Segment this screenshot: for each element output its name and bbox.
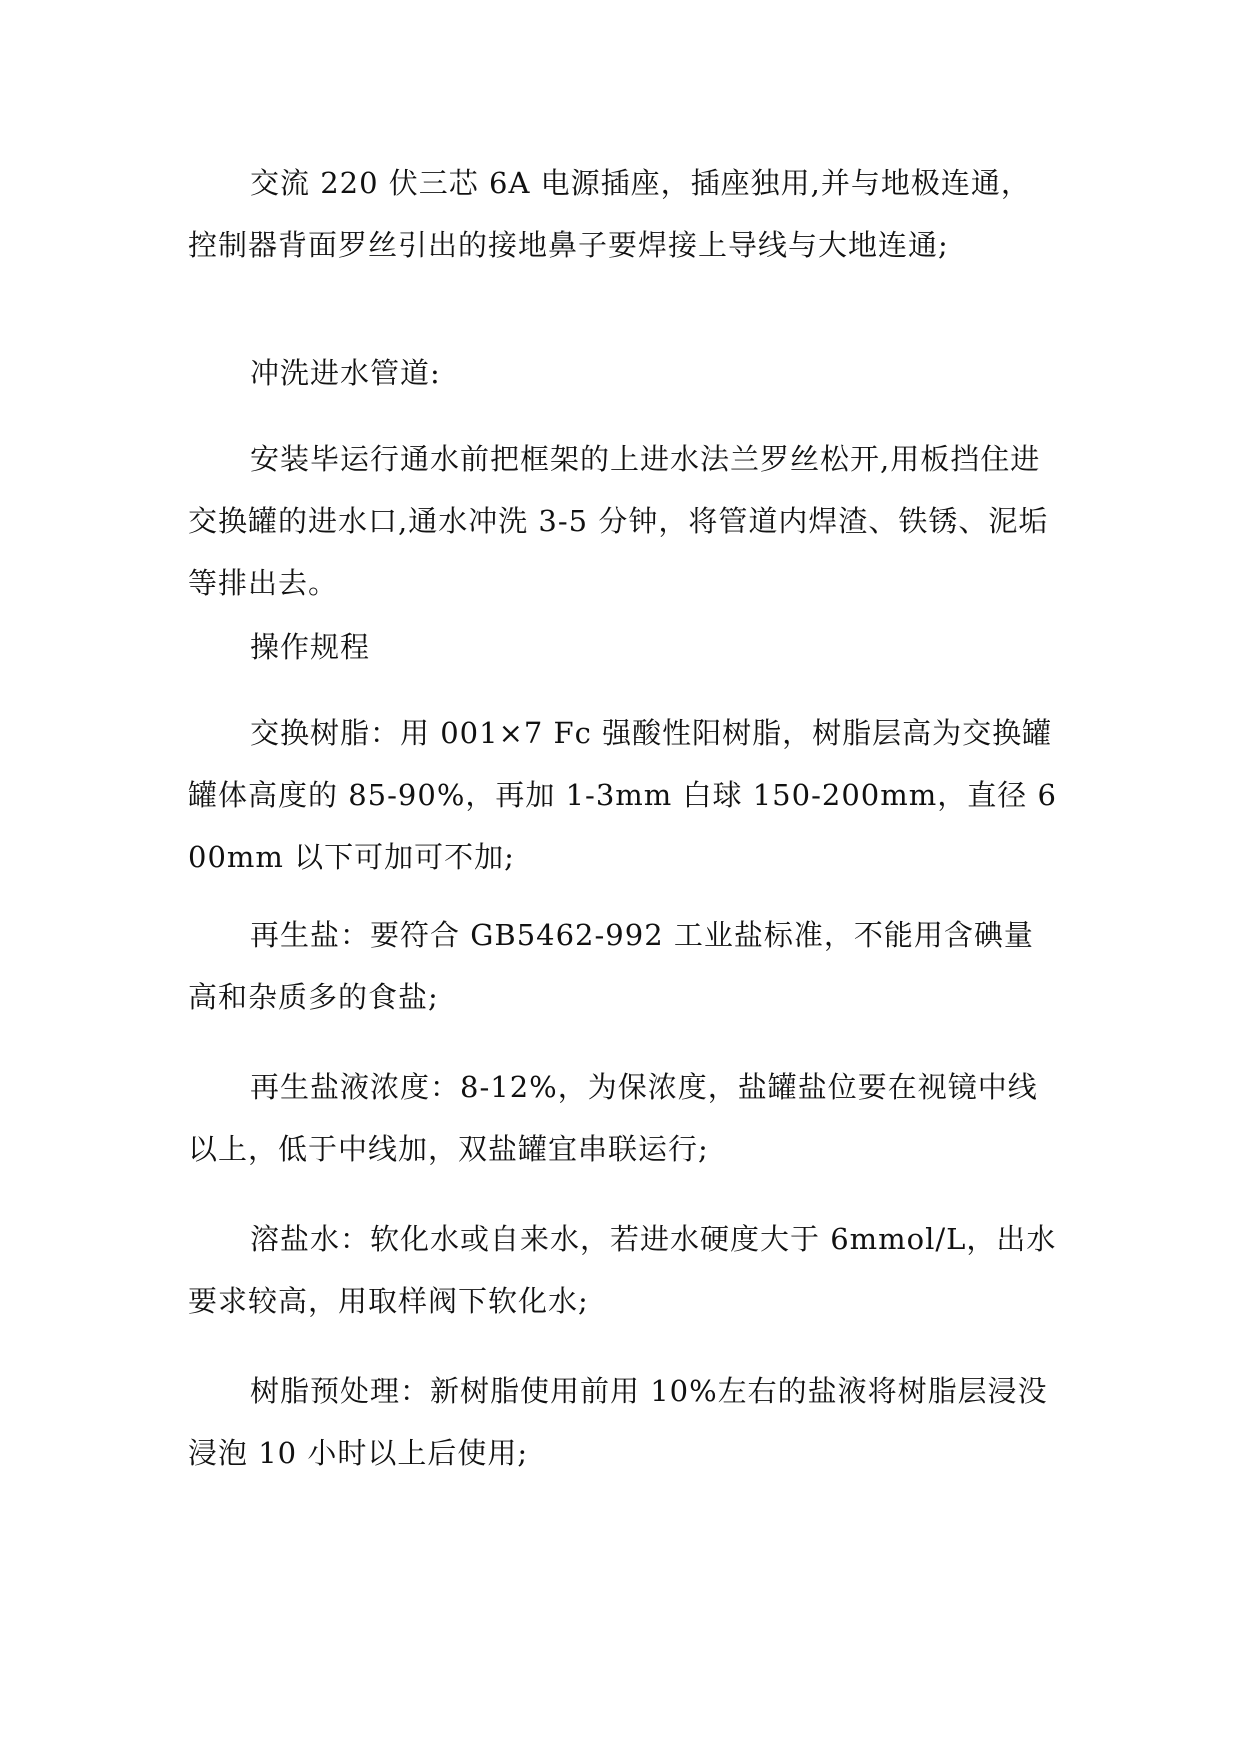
paragraph-flush-procedure: 安装毕运行通水前把框架的上进水法兰罗丝松开,用板挡住进交换罐的进水口,通水冲洗 3-5 分钟，将管道内焊渣、铁锈、泥垢等排出去。: [188, 442, 1049, 600]
paragraph-exchange-resin: 交换树脂：用 001×7 Fc 强酸性阳树脂，树脂层高为交换罐罐体高度的 85-90%，再加 1-3mm 白球 150-200mm，直径 600mm 以下可加可不加;: [188, 716, 1057, 874]
paragraph-power-socket: 交流 220 伏三芯 6A 电源插座，插座独用,并与地极连通，控制器背面罗丝引出的接地鼻子要焊接上导线与大地连通;: [188, 166, 1031, 262]
paragraph-flush-heading: 冲洗进水管道:: [250, 356, 441, 390]
paragraph-regeneration-salt: 再生盐：要符合 GB5462-992 工业盐标准，不能用含碘量高和杂质多的食盐;: [188, 918, 1034, 1014]
paragraph-resin-pretreatment: 树脂预处理：新树脂使用前用 10%左右的盐液将树脂层浸没浸泡 10 小时以上后使用;: [188, 1374, 1048, 1470]
section-heading-operating-rules: 操作规程: [250, 630, 371, 664]
paragraph-salt-dissolving-water: 溶盐水：软化水或自来水，若进水硬度大于 6mmol/L，出水要求较高，用取样阀下软化水;: [188, 1222, 1057, 1318]
paragraph-brine-concentration: 再生盐液浓度：8-12%，为保浓度，盐罐盐位要在视镜中线以上，低于中线加，双盐罐宜串联运行;: [188, 1070, 1038, 1166]
